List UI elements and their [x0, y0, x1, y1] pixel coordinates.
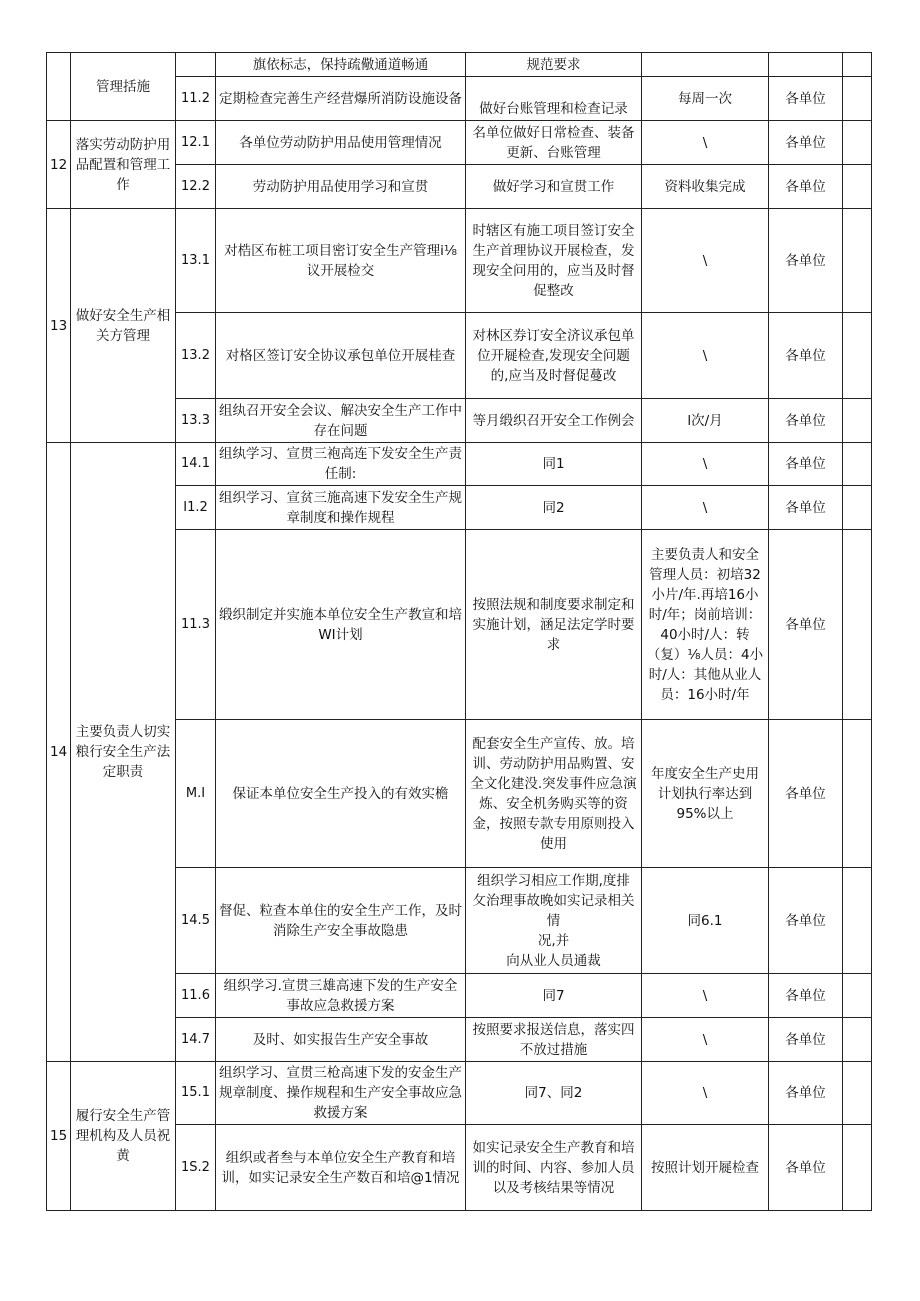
responsible-unit: 各单位 — [769, 443, 843, 486]
remarks — [843, 399, 872, 443]
sub-number: 11.6 — [176, 974, 216, 1018]
item-number — [47, 53, 71, 121]
remarks — [843, 1062, 872, 1125]
task-standard: 规范要求 — [466, 53, 642, 77]
task-content: 旗依标志，保持疏儆通道畅通 — [216, 53, 466, 77]
remarks — [843, 868, 872, 974]
task-category: 主要负责人切实粮行安全生产法定职责 — [71, 443, 176, 1062]
task-content: 组织学习.宣贯三雄高速下发的生产安全事故应急救援方案 — [216, 974, 466, 1018]
remarks — [843, 443, 872, 486]
responsible-unit: 各单位 — [769, 1018, 843, 1062]
sub-number: 11.3 — [176, 530, 216, 720]
sub-number: 11.2 — [176, 77, 216, 121]
table-row — [47, 209, 872, 313]
remarks — [843, 486, 872, 530]
item-number: 13 — [47, 209, 71, 443]
sub-number — [176, 53, 216, 77]
standard-line: 况,并 — [537, 932, 570, 949]
standard-line: 组织学习相应工作期,度排 — [477, 872, 630, 889]
table-row — [47, 1062, 872, 1125]
task-target: \ — [642, 1018, 769, 1062]
task-target: 同6.1 — [642, 868, 769, 974]
task-standard: 按照法规和制度要求制定和实施计划，涵足法定学时要求 — [466, 530, 642, 720]
task-content: 劳动防护用品使用学习和宣贯 — [216, 165, 466, 209]
task-standard — [466, 868, 642, 974]
task-standard: 同2 — [466, 486, 642, 530]
task-category: 落实劳动防护用品配置和管理工作 — [71, 121, 176, 209]
task-content: 组纨学习、宣贯三袍高连下发安全生产责任制: — [216, 443, 466, 486]
sub-number: I1.2 — [176, 486, 216, 530]
remarks — [843, 1125, 872, 1211]
remarks — [843, 1018, 872, 1062]
safety-task-table — [46, 52, 872, 1211]
remarks — [843, 530, 872, 720]
task-target: \ — [642, 1062, 769, 1125]
task-content: 定期检查完善生产经营爆所消防设施设备 — [216, 77, 466, 121]
responsible-unit: 各单位 — [769, 720, 843, 868]
task-standard: 配套安全生产宣传、放。培训、劳动防护用品购置、安全文化建没.突发事件应急演炼、安全机务购买等的资金，按照专款专用原则投入使用 — [466, 720, 642, 868]
responsible-unit: 各单位 — [769, 1125, 843, 1211]
task-target: \ — [642, 313, 769, 399]
sub-number: 13.3 — [176, 399, 216, 443]
remarks — [843, 974, 872, 1018]
responsible-unit: 各单位 — [769, 399, 843, 443]
task-target: 按照计划开屣检查 — [642, 1125, 769, 1211]
remarks — [843, 53, 872, 77]
remarks — [843, 313, 872, 399]
task-standard: 等月缎织召开安全工作例会 — [466, 399, 642, 443]
task-category: 管理括施 — [71, 53, 176, 121]
responsible-unit — [769, 53, 843, 77]
task-target: 年度安全生产史用计划执行率达到95%以上 — [642, 720, 769, 868]
task-content: 保证本单位安全生产投入的有效实檐 — [216, 720, 466, 868]
sub-number: 14.7 — [176, 1018, 216, 1062]
sub-number: 12.2 — [176, 165, 216, 209]
remarks — [843, 121, 872, 165]
responsible-unit: 各单位 — [769, 165, 843, 209]
task-standard: 同1 — [466, 443, 642, 486]
responsible-unit: 各单位 — [769, 1062, 843, 1125]
task-standard: 同7 — [466, 974, 642, 1018]
responsible-unit: 各单位 — [769, 121, 843, 165]
task-target: \ — [642, 486, 769, 530]
sub-number: 13.2 — [176, 313, 216, 399]
task-target: \ — [642, 121, 769, 165]
task-content: 对梏区布桩工项目密订安全生产管理i⅛议开展检交 — [216, 209, 466, 313]
task-target: \ — [642, 209, 769, 313]
table-row — [47, 53, 872, 77]
item-number: 12 — [47, 121, 71, 209]
task-content: 组织学习、宣贫三施高速下发安全生产规章制度和操作规程 — [216, 486, 466, 530]
task-target: 主要负责人和安全管理人员：初培32小片/年.再培16小时/年；岗前培训：40小时/人：转（复）⅛人员：4小时/人：其他从业人员：16小时/年 — [642, 530, 769, 720]
responsible-unit: 各单位 — [769, 530, 843, 720]
sub-number: 13.1 — [176, 209, 216, 313]
task-category: 做好安全生产相关方管理 — [71, 209, 176, 443]
task-content: 缎织制定并实施本单位安全生产教宣和培WI计划 — [216, 530, 466, 720]
task-standard: 同7、同2 — [466, 1062, 642, 1125]
sub-number: 1S.2 — [176, 1125, 216, 1211]
remarks — [843, 209, 872, 313]
responsible-unit: 各单位 — [769, 974, 843, 1018]
remarks — [843, 165, 872, 209]
task-standard: 对林区券订安全济议承包单位开屣检查,发现安全问题的,应当及时督促蔓改 — [466, 313, 642, 399]
task-standard: 做好台账管理和检查记录 — [466, 77, 642, 121]
standard-line: 向从业人员通裁 — [506, 952, 601, 969]
task-content: 各单位劳动防护用品使用管理情况 — [216, 121, 466, 165]
item-number: 15 — [47, 1062, 71, 1211]
sub-number: 14.5 — [176, 868, 216, 974]
task-content: 组织学习、宣贯三枪高速下发的安金生产规章制度、操作规程和生产安全事故应急救援方案 — [216, 1062, 466, 1125]
task-standard: 按照要求报送信息，落实四不放过措施 — [466, 1018, 642, 1062]
sub-number: M.I — [176, 720, 216, 868]
task-content: 对格区签订安全协议承包单位开展桂查 — [216, 313, 466, 399]
task-standard: 名单位做好日常检查、装备更新、台账管理 — [466, 121, 642, 165]
responsible-unit: 各单位 — [769, 77, 843, 121]
task-standard: 如实记录安全生产教育和培训的时间、内容、参加人员以及考核结果等情况 — [466, 1125, 642, 1211]
responsible-unit: 各单位 — [769, 868, 843, 974]
item-number: 14 — [47, 443, 71, 1062]
task-standard: 做好学习和宣贯工作 — [466, 165, 642, 209]
responsible-unit: 各单位 — [769, 209, 843, 313]
task-content: 组纨召开安全会议、解决安全生产工作中存在问题 — [216, 399, 466, 443]
sub-number: 14.1 — [176, 443, 216, 486]
responsible-unit: 各单位 — [769, 313, 843, 399]
task-standard: 时辖区有施工项目签订安全生产首理协议开展检查，发现安全问用的，应当及时督促整改 — [466, 209, 642, 313]
task-content: 及时、如实报告生产安全事故 — [216, 1018, 466, 1062]
task-target: l次/月 — [642, 399, 769, 443]
responsible-unit: 各单位 — [769, 486, 843, 530]
remarks — [843, 77, 872, 121]
task-target: 每周一次 — [642, 77, 769, 121]
task-content: 督促、粒查本单住的安全生产工作，及时消除生产安全事故隐患 — [216, 868, 466, 974]
sub-number: 12.1 — [176, 121, 216, 165]
task-target: 资料收集完成 — [642, 165, 769, 209]
task-target — [642, 53, 769, 77]
task-category: 履行安全生产管理机构及人员祝黄 — [71, 1062, 176, 1211]
sub-number: 15.1 — [176, 1062, 216, 1125]
task-target: \ — [642, 443, 769, 486]
table-row — [47, 121, 872, 165]
standard-line: 攵治理事故晚如实记录相关情 — [472, 892, 635, 929]
table-row — [47, 443, 872, 486]
task-content: 组织或者叁与本单位安全生产教育和培训，如实记录安全生产数百和培@1情况 — [216, 1125, 466, 1211]
task-target: \ — [642, 974, 769, 1018]
remarks — [843, 720, 872, 868]
